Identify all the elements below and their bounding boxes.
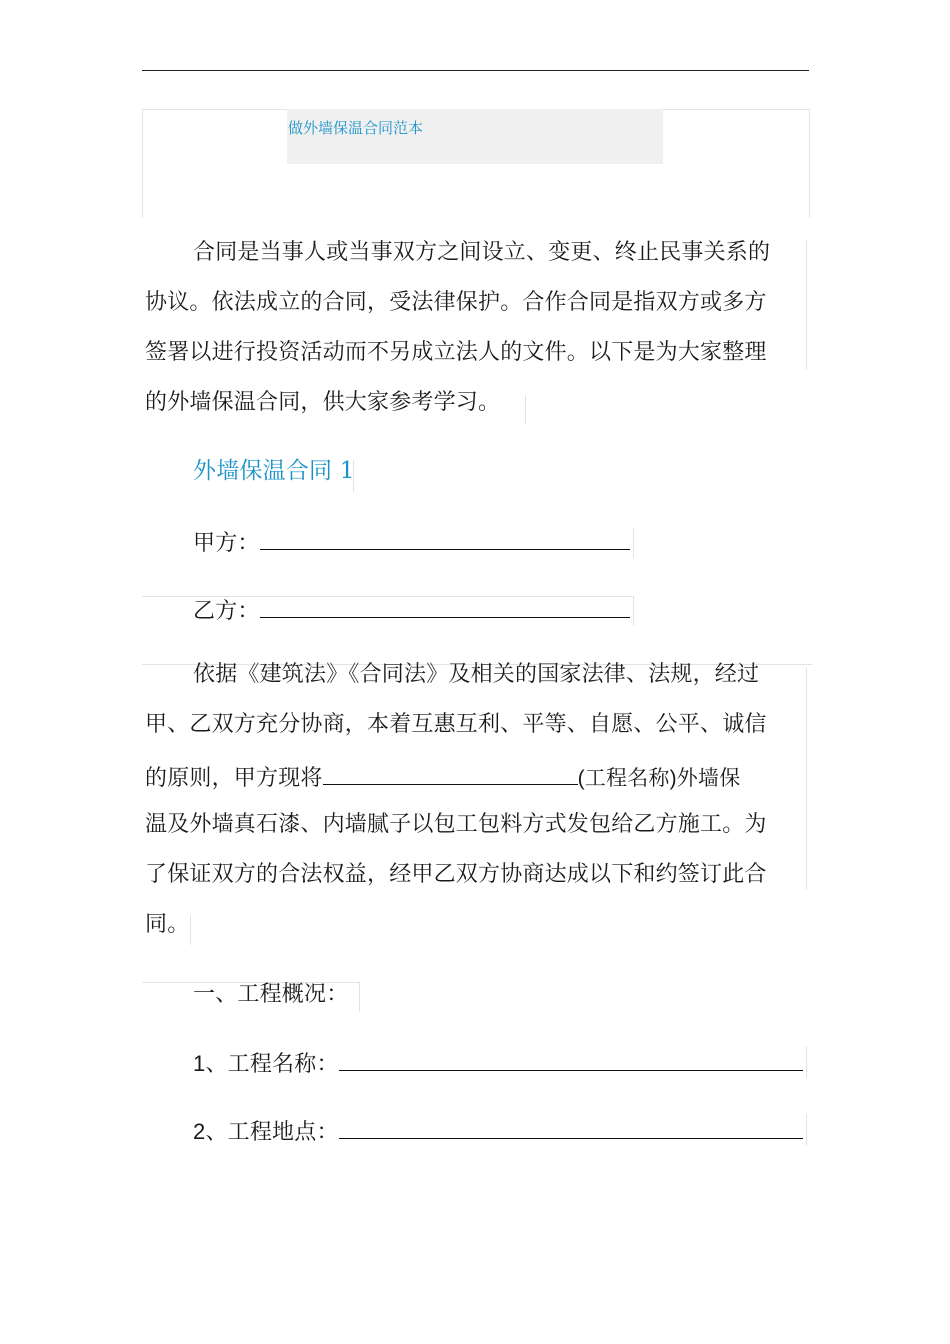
party-b-blank[interactable] bbox=[260, 593, 630, 618]
party-b-frame bbox=[633, 596, 634, 626]
intro-line-3: 签署以进行投资活动而不另成立法人的文件。以下是为大家整理 bbox=[145, 340, 767, 365]
item-2-frame bbox=[806, 1114, 807, 1146]
heading-frame-right bbox=[353, 460, 354, 492]
clause-line-3-end: (工程名称)外墙保 bbox=[577, 767, 741, 790]
project-location-field[interactable] bbox=[339, 1114, 803, 1139]
project-name-blank[interactable] bbox=[323, 760, 578, 785]
clause-frame-end bbox=[190, 915, 191, 945]
overview-frame-right bbox=[359, 982, 360, 1012]
clause-line-2: 甲、乙双方充分协商，本着互惠互利、平等、自愿、公平、诚信 bbox=[145, 712, 767, 737]
section-heading: 外墙保温合同 1 bbox=[193, 458, 355, 484]
clause-line-3 bbox=[145, 760, 740, 794]
intro-line-1: 合同是当事人或当事双方之间设立、变更、终止民事关系的 bbox=[193, 240, 771, 265]
item-2-label: 、工程地点： bbox=[205, 1120, 339, 1145]
intro-line-2: 协议。依法成立的合同，受法律保护。合作合同是指双方或多方 bbox=[145, 290, 767, 315]
party-a-row bbox=[193, 525, 630, 559]
clause-line-4: 温及外墙真石漆、内墙腻子以包工包料方式发包给乙方施工。为 bbox=[145, 812, 767, 837]
overview-item-1 bbox=[193, 1046, 803, 1080]
clause-line-5: 了保证双方的合法权益，经甲乙双方协商达成以下和约签订此合 bbox=[145, 862, 767, 887]
intro-line-4: 的外墙保温合同，供大家参考学习。 bbox=[145, 390, 501, 415]
item-1-label: 、工程名称： bbox=[205, 1052, 339, 1077]
party-b-label: 乙方： bbox=[193, 599, 260, 624]
clause-frame-right bbox=[806, 668, 807, 890]
party-a-frame bbox=[633, 528, 634, 558]
clause-line-6: 同。 bbox=[145, 912, 190, 937]
item-2-number: 2 bbox=[193, 1119, 206, 1144]
project-name-field[interactable] bbox=[339, 1046, 803, 1071]
clause-line-3-start: 的原则，甲方现将 bbox=[145, 766, 323, 791]
header-rule bbox=[142, 70, 809, 71]
intro-frame-end bbox=[525, 395, 526, 425]
clause-line-1: 依据《建筑法》《合同法》及相关的国家法律、法规，经过 bbox=[193, 662, 760, 687]
item-1-frame bbox=[806, 1046, 807, 1078]
party-a-label: 甲方： bbox=[193, 531, 260, 556]
document-title: 做外墙保温合同范本 bbox=[288, 120, 424, 137]
overview-heading: 一、工程概况： bbox=[193, 982, 349, 1007]
item-1-number: 1 bbox=[193, 1051, 206, 1076]
party-a-blank[interactable] bbox=[260, 525, 630, 550]
party-b-row bbox=[193, 593, 630, 627]
overview-item-2 bbox=[193, 1114, 803, 1148]
intro-frame-right bbox=[806, 240, 807, 370]
